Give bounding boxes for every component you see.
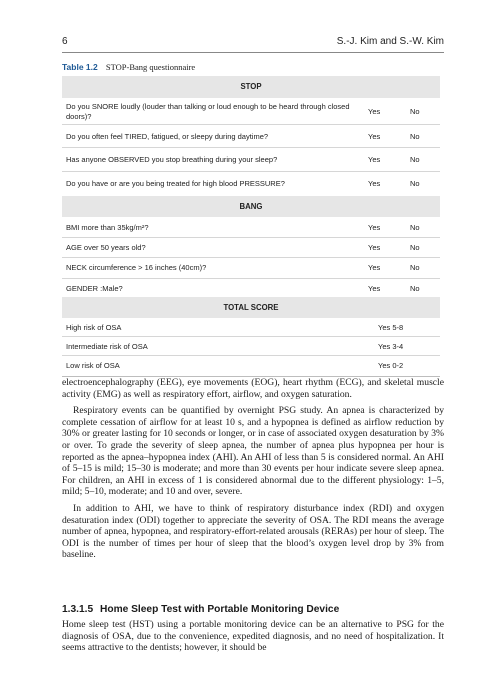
table-row [62, 98, 440, 124]
yes-option: Yes [368, 243, 381, 252]
paragraph: Respiratory events can be quantified by overnight PSG study. An apnea is characterized by complete cessation of airflow for at least 10 s, and a hypopnea is defined as airflow reduction by 30% or greater lasting for 10 seconds or longer, or in case of associated oxygen desaturation by 3% or over. To grade the severity of sleep apnea, the number of apnea plus hypopnea per hour is reported as the apnea–hypopnea index (AHI). An AHI of less than 5 is considered normal. An AHI of 5–15 is mild; 15–30 is moderate; and more than 30 events per hour indicate severe sleep apnea. For children, an AHI in excess of 1 is considered abnormal due to the different physiology: 1–5, mild; 5–10, moderate; and 10 and over, severe. [62, 405, 444, 498]
question-text: AGE over 50 years old? [66, 243, 146, 252]
header-divider [62, 52, 444, 53]
question-text: Do you have or are you being treated for high blood PRESSURE? [66, 179, 285, 188]
yes-option: Yes [368, 263, 381, 272]
table-row [62, 124, 440, 147]
table-row [62, 217, 440, 237]
section-heading-bang: BANG [62, 196, 440, 217]
no-option: No [410, 155, 420, 164]
stop-bang-table [62, 76, 440, 377]
score-range: Yes 0-2 [378, 361, 404, 370]
page-number: 6 [62, 36, 68, 47]
paragraph: electroencephalography (EEG), eye movements (EOG), heart rhythm (ECG), and skeletal muscle activity (EMG) as well as respiratory effort, airflow, and oxygen saturation. [62, 377, 444, 400]
question-text: Do you SNORE loudly (louder than talking or loud enough to be heard through closed doors)? [66, 102, 350, 121]
paragraph: In addition to AHI, we have to think of respiratory disturbance index (RDI) and oxygen desaturation index (ODI) together to appreciate the severity of OSA. The RDI means the average number of apnea, hypopnea, and respiratory-effort-related arousals (RERAs) per hour of sleep. The ODI is the number of times per hour of sleep that the blood’s oxygen level drop by 3% from baseline. [62, 502, 444, 561]
table-row [62, 257, 440, 278]
yes-option: Yes [368, 284, 381, 293]
no-option: No [410, 243, 420, 252]
question-text: GENDER :Male? [66, 284, 123, 293]
section-heading-total-score: TOTAL SCORE [62, 297, 440, 318]
running-authors: S.-J. Kim and S.-W. Kim [336, 36, 444, 47]
risk-label: Low risk of OSA [66, 361, 120, 370]
question-text: BMI more than 35kg/m²? [66, 223, 149, 232]
score-range: Yes 3-4 [378, 342, 404, 351]
no-option: No [410, 223, 420, 232]
score-range: Yes 5-8 [378, 323, 404, 332]
risk-label: High risk of OSA [66, 323, 122, 332]
table-row [62, 147, 440, 171]
table-row [62, 336, 440, 355]
question-text: NECK circumference > 16 inches (40cm)? [66, 263, 207, 272]
body-text [62, 377, 444, 561]
table-caption [62, 62, 195, 72]
section-number: 1.3.1.5 [62, 604, 94, 615]
yes-option: Yes [368, 155, 381, 164]
no-option: No [410, 107, 420, 116]
yes-option: Yes [368, 179, 381, 188]
body-text-continued [62, 619, 444, 654]
risk-label: Intermediate risk of OSA [66, 342, 148, 351]
yes-option: Yes [368, 223, 381, 232]
table-title: STOP-Bang questionnaire [105, 62, 196, 72]
section-title: Home Sleep Test with Portable Monitoring Device [100, 604, 340, 615]
section-heading-stop: STOP [62, 76, 440, 98]
no-option: No [410, 132, 420, 141]
yes-option: Yes [368, 132, 381, 141]
no-option: No [410, 263, 420, 272]
running-header [62, 36, 444, 50]
table-row [62, 318, 440, 336]
yes-option: Yes [368, 107, 381, 116]
table-row [62, 278, 440, 297]
table-number: Table 1.2 [62, 62, 98, 72]
no-option: No [410, 179, 420, 188]
paragraph: Home sleep test (HST) using a portable monitoring device can be an alternative to PSG for the diagnosis of OSA, due to the convenience, expedited diagnosis, and no need of hospitalization. It seems attractive to the dentists; however, it should be [62, 619, 444, 654]
question-text: Do you often feel TIRED, fatigued, or sleepy during daytime? [66, 132, 269, 141]
section-heading [62, 604, 339, 615]
table-row [62, 237, 440, 257]
no-option: No [410, 284, 420, 293]
question-text: Has anyone OBSERVED you stop breathing during your sleep? [66, 155, 278, 164]
table-row [62, 355, 440, 376]
table-row [62, 171, 440, 196]
